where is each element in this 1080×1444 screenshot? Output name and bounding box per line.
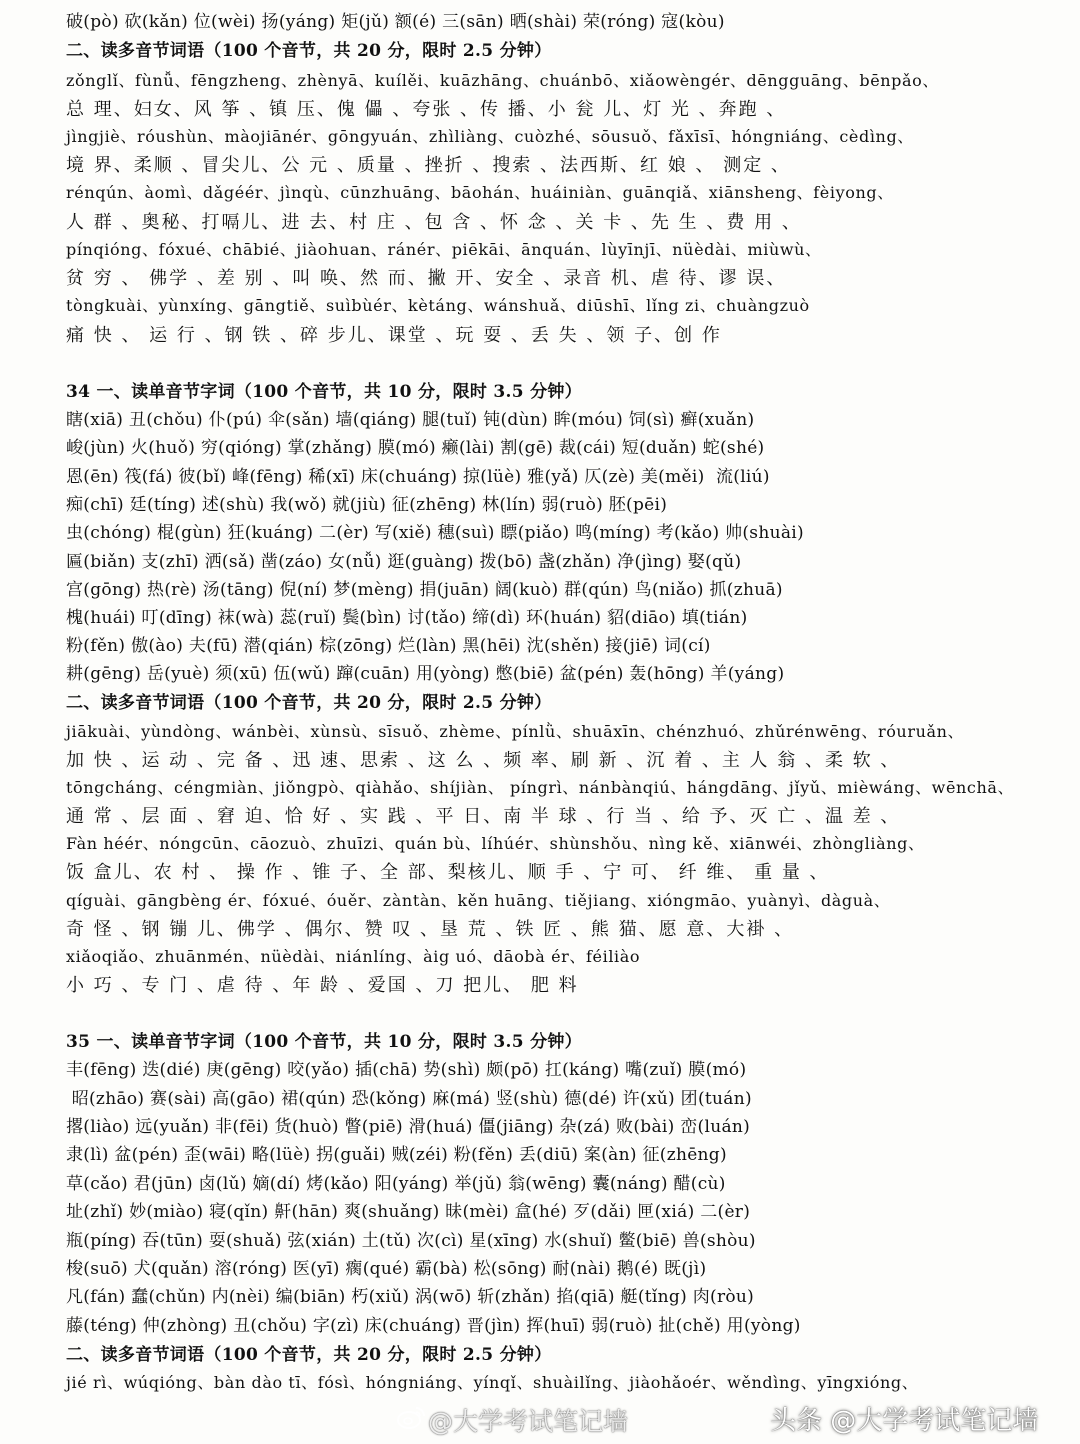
section-heading: 二、读多音节词语（100 个音节，共 20 分，限时 2.5 分钟） (66, 693, 552, 713)
pinyin-line: qíguài、gāngbèng ér、fóxué、óuěr、zàntàn、kěn huāng、tiějiang、xióngmāo、yuànyì、dàguà、 (66, 891, 891, 910)
hanzi-line: 痛 快 、 运 行 、钢 铁 、碎 步儿、课堂 、玩 耍 、丢 失 、领 子、创 作 (66, 325, 722, 346)
toutiao-watermark: 头条 @大学考试笔记墙 (770, 1406, 1039, 1436)
char-line: 匾(biǎn) 支(zhī) 洒(sǎ) 凿(záo) 女(nǚ) 逛(guàng) 拨(bō) 盏(zhǎn) 净(jìng) 娶(qǔ) (66, 552, 742, 572)
char-line: 破(pò) 砍(kǎn) 位(wèi) 扬(yáng) 矩(jǔ) 额(é) 三(sān) 晒(shài) 荣(róng) 寇(kòu) (66, 12, 725, 32)
char-line: 撂(liào) 远(yuǎn) 非(fēi) 货(huò) 瞥(piē) 滑(huá) 僵(jiāng) 杂(zá) 败(bài) 峦(luán) (66, 1117, 751, 1137)
pinyin-line: jìngjiè、róushùn、màojiānér、gōngyuán、zhìliàng、cuòzhé、sōusuǒ、fǎxīsī、hóngniáng、cèdìng、 (66, 127, 914, 146)
section-heading: 34 一、读单音节字词（100 个音节，共 10 分，限时 3.5 分钟） (66, 382, 582, 402)
char-line: 粉(fěn) 傲(ào) 夫(fū) 潜(qián) 棕(zōng) 烂(làn) 黑(hēi) 沈(shěn) 接(jiē) 词(cí) (66, 636, 711, 656)
char-line: 草(cǎo) 君(jūn) 卤(lǔ) 嫡(dí) 烤(kǎo) 阳(yáng) 举(jǔ) 翁(wēng) 囊(náng) 醋(cù) (66, 1174, 726, 1194)
char-line: 隶(lì) 盆(pén) 歪(wāi) 略(lüè) 拐(guǎi) 贼(zéi) 粉(fěn) 丢(diū) 案(àn) 征(zhēng) (66, 1145, 727, 1165)
hanzi-line: 加 快 、运 动 、完 备 、迅 速、思索 、这 么 、频 率、刷 新 、沉 着 、主 人 翁 、柔 软 、 (66, 750, 901, 771)
pinyin-line: Fàn héér、nóngcūn、cāozuò、zhuīzi、quán bù、líhúér、shùnshǒu、nìng kě、xiānwéi、zhòngliàng、 (66, 834, 925, 853)
weibo-watermark: @大学考试笔记墙 (428, 1407, 629, 1436)
pinyin-line: pínqióng、fóxué、chābié、jiàohuan、ránér、piēkāi、ānquán、lùyīnjī、nüèdài、miùwù、 (66, 240, 822, 259)
hanzi-line: 总 理、妇女、风 筝 、镇 压、傀 儡 、夸张 、传 播、小 瓮 儿、灯 光 、奔跑 、 (66, 99, 787, 120)
char-line: 虫(chóng) 棍(gùn) 狂(kuáng) 二(èr) 写(xiě) 穗(suì) 瞟(piǎo) 鸣(míng) 考(kǎo) 帅(shuài) (66, 523, 804, 543)
pinyin-line: tōngcháng、céngmiàn、jiǒngpò、qiàhǎo、shíjiàn、 píngrì、nánbànqiú、hángdāng、jǐyǔ、mièwáng、wēnchā、 (66, 778, 1015, 797)
hanzi-line: 奇 怪 、钢 镚 儿、佛学 、偶尔、赞 叹 、垦 荒 、铁 匠 、熊 猫、愿 意、大褂 、 (66, 919, 795, 940)
hanzi-line: 小 巧 、专 门 、虐 待 、年 龄 、爱国 、刀 把儿、 肥 料 (66, 975, 579, 996)
char-line: 梭(suō) 犬(quǎn) 溶(róng) 医(yī) 瘸(qué) 霸(bà) 松(sōng) 耐(nài) 鹅(é) 既(jì) (66, 1259, 707, 1279)
pinyin-line: jiākuài、yùndòng、wánbèi、xùnsù、sīsuǒ、zhème、pínlǜ、shuāxīn、chénzhuó、zhǔrénwēng、róuruǎn、 (66, 722, 965, 741)
pinyin-line: rénqún、àomì、dǎgéér、jìnqù、cūnzhuāng、bāohán、huáiniàn、guānqiǎ、xiānsheng、fèiyong、 (66, 183, 894, 202)
char-line: 槐(huái) 叮(dīng) 袜(wà) 蕊(ruǐ) 鬓(bìn) 讨(tǎo) 缔(dì) 环(huán) 貂(diāo) 填(tián) (66, 608, 748, 628)
weibo-logo-icon (396, 1405, 426, 1431)
char-line: 昭(zhāo) 赛(sài) 高(gāo) 裙(qún) 恐(kǒng) 麻(má) 竖(shù) 德(dé) 许(xǔ) 团(tuán) (66, 1089, 752, 1109)
section-heading: 二、读多音节词语（100 个音节，共 20 分，限时 2.5 分钟） (66, 1345, 552, 1365)
char-line: 恩(ēn) 筏(fá) 彼(bǐ) 峰(fēng) 稀(xī) 床(chuáng) 掠(lüè) 雅(yǎ) 仄(zè) 美(měi) 流(liú) (66, 467, 770, 487)
char-line: 藤(téng) 仲(zhòng) 丑(chǒu) 字(zì) 床(chuáng) 晋(jìn) 挥(huī) 弱(ruò) 扯(chě) 用(yòng) (66, 1316, 801, 1336)
char-line: 址(zhǐ) 妙(miào) 寝(qǐn) 鼾(hān) 爽(shuǎng) 昧(mèi) 盒(hé) 歹(dǎi) 匣(xiá) 二(èr) (66, 1202, 751, 1222)
char-line: 丰(fēng) 迭(dié) 庚(gēng) 咬(yǎo) 插(chā) 势(shì) 颇(pō) 扛(káng) 嘴(zuǐ) 膜(mó) (66, 1060, 747, 1080)
char-line: 凡(fán) 蠢(chǔn) 内(nèi) 编(biān) 朽(xiǔ) 涡(wō) 斩(zhǎn) 掐(qiā) 艇(tǐng) 肉(ròu) (66, 1287, 755, 1307)
hanzi-line: 境 界、柔顺 、冒尖儿、公 元 、质量 、挫折 、搜索 、法西斯、红 娘 、 测定 、 (66, 155, 791, 176)
pinyin-line: jié rì、wúqióng、bàn dào tī、fósì、hóngniáng、yínqǐ、shuàilǐng、jiàohǎoér、wěndìng、yīngxióng、 (66, 1373, 919, 1392)
section-heading: 二、读多音节词语（100 个音节，共 20 分，限时 2.5 分钟） (66, 41, 552, 61)
hanzi-line: 人 群 、奥秘、打嗝儿、进 去、村 庄 、包 含 、怀 念 、关 卡 、先 生 、费 用 、 (66, 212, 802, 233)
section-heading: 35 一、读单音节字词（100 个音节，共 10 分，限时 3.5 分钟） (66, 1032, 582, 1052)
pinyin-line: xiǎoqiǎo、zhuānmén、nüèdài、niánlíng、àig uó、dāobà ér、féiliào (66, 947, 641, 966)
char-line: 耕(gēng) 岳(yuè) 须(xū) 伍(wǔ) 蹿(cuān) 用(yòng) 憋(biē) 盆(pén) 轰(hōng) 羊(yáng) (66, 664, 785, 684)
hanzi-line: 饭 盒儿、农 村 、 操 作 、锥 子、全 部、梨核儿、顺 手 、宁 可、 纤 维、 重 量 、 (66, 862, 830, 883)
pinyin-line: zǒnglǐ、fùnǚ、fēngzheng、zhènyā、kuílěi、kuāzhāng、chuánbō、xiǎowèngér、dēngguāng、bēnpǎo、 (66, 71, 939, 90)
hanzi-line: 贫 穷 、 佛学 、差 别 、叫 唤、然 而、撇 开、安全 、录音 机、虐 待、谬 误、 (66, 268, 787, 289)
char-line: 宫(gōng) 热(rè) 汤(tāng) 倪(ní) 梦(mèng) 捐(juān) 阔(kuò) 群(qún) 鸟(niǎo) 抓(zhuā) (66, 580, 783, 600)
char-line: 痴(chī) 廷(tíng) 述(shù) 我(wǒ) 就(jiù) 征(zhēng) 林(lín) 弱(ruò) 胚(pēi) (66, 495, 668, 515)
char-line: 瞎(xiā) 丑(chǒu) 仆(pú) 伞(sǎn) 墙(qiáng) 腿(tuǐ) 钝(dùn) 眸(móu) 饲(sì) 癣(xuǎn) (66, 410, 755, 430)
hanzi-line: 通 常 、层 面 、窘 迫、恰 好 、实 践 、平 日、南 半 球 、行 当 、给 予、灭 亡 、温 差 、 (66, 806, 901, 827)
char-line: 峻(jùn) 火(huǒ) 穷(qióng) 掌(zhǎng) 膜(mó) 癞(lài) 割(gē) 裁(cái) 短(duǎn) 蛇(shé) (66, 438, 765, 458)
char-line: 瓶(píng) 吞(tūn) 耍(shuǎ) 弦(xián) 土(tǔ) 次(cì) 星(xīng) 水(shuǐ) 鳖(biē) 兽(shòu) (66, 1231, 756, 1251)
pinyin-line: tòngkuài、yùnxíng、gāngtiě、suìbùér、kètáng、wánshuǎ、diūshī、lǐng zi、chuàngzuò (66, 296, 810, 315)
